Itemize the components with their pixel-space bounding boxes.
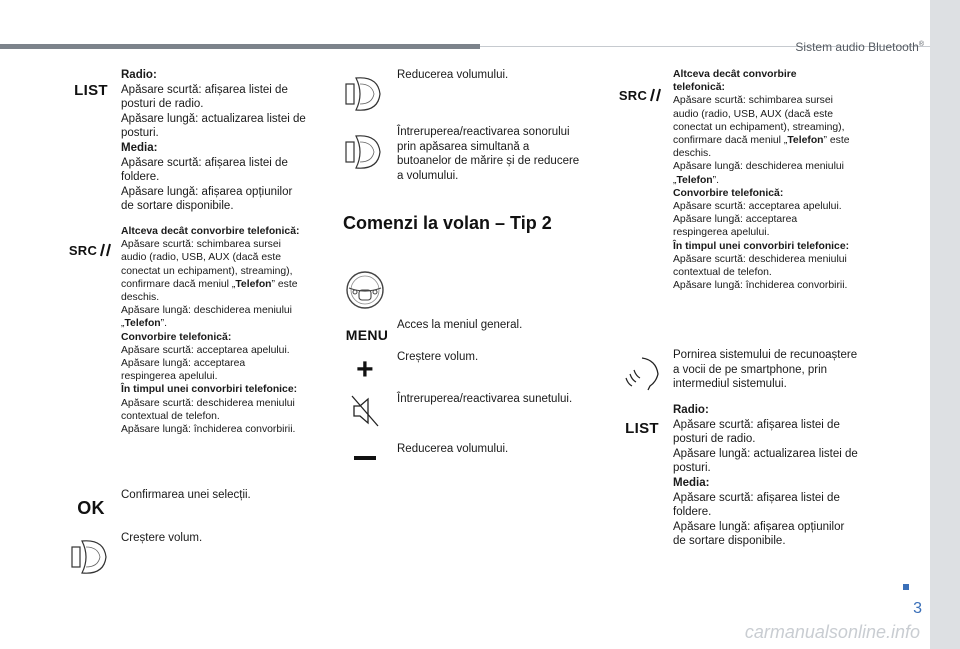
text-line: de sortare disponibile. (121, 200, 234, 213)
text-line: contextual de telefon. (673, 267, 772, 279)
text-line: posturi. (121, 127, 159, 140)
text-line: confirmare dacă meniul „Telefon” este (673, 135, 850, 147)
col1-list-description (121, 68, 326, 214)
text-line: Apăsare scurtă: afișarea listei de (673, 418, 840, 431)
text-line: Apăsare scurtă: afișarea listei de (121, 156, 288, 169)
page-marker (903, 584, 909, 590)
list-icon: LIST (74, 81, 108, 99)
col3-list-description (673, 403, 883, 549)
text-line: Întreruperea/reactivarea sonorului (397, 126, 570, 138)
text-line: Radio: (121, 69, 157, 81)
text-line: conectat un echipament), streaming), (121, 265, 293, 277)
volume-up-description: Creștere volum. (121, 532, 203, 544)
mute-simultaneous-description (397, 125, 602, 183)
text-line: foldere. (673, 506, 712, 519)
text-line: Apăsare lungă: deschiderea meniului (121, 305, 292, 317)
text-line: deschis. (121, 292, 160, 304)
text-line: confirmare dacă meniul „Telefon” este (121, 278, 298, 290)
text-line: „Telefon”. (673, 174, 720, 186)
text-line: Altceva decât convorbire telefonică: (121, 226, 300, 237)
text-line: audio (radio, USB, AUX (dacă este (121, 252, 281, 264)
src-icon: SRC (68, 239, 114, 261)
mute-description: Întreruperea/reactivarea sunetului. (397, 393, 573, 405)
text-line: Apăsare scurtă: acceptarea apelului. (121, 344, 290, 356)
text-line: Pornirea sistemului de recunoaștere (673, 349, 858, 361)
text-line: Apăsare scurtă: schimbarea sursei (673, 95, 833, 107)
text-line: Apăsare lungă: închiderea convorbirii. (673, 280, 848, 292)
text-line: conectat un echipament), streaming), (673, 121, 845, 133)
text-line: intermediul sistemului. (673, 378, 787, 391)
text-line: Apăsare scurtă: afișarea listei de (673, 491, 840, 504)
ok-icon: OK (77, 497, 105, 518)
menu-icon: MENU (345, 327, 389, 343)
text-line: Apăsare lungă: acceptarea (673, 214, 798, 226)
text-line: a vocii de pe smartphone, prin (673, 363, 828, 376)
volume-up-wheel-icon (68, 535, 114, 579)
list-icon-2: LIST (625, 419, 659, 437)
page-header-title: Sistem audio Bluetooth® (795, 40, 924, 54)
src-icon-2: SRC (618, 84, 664, 106)
text-line: Apăsare scurtă: deschiderea meniului (121, 397, 295, 409)
voice-command-icon (622, 356, 660, 392)
text-line: contextual de telefon. (121, 410, 220, 422)
minus-icon (352, 448, 378, 468)
text-line: respingerea apelului. (121, 371, 218, 383)
text-line: deschis. (673, 148, 712, 160)
text-line: posturi. (673, 462, 711, 475)
text-line: Apăsare lungă: actualizarea listei de (121, 112, 306, 125)
text-line: a volumului. (397, 169, 459, 182)
text-line: respingerea apelului. (673, 227, 770, 239)
text-line: Apăsare lungă: deschiderea meniului (673, 161, 844, 173)
text-line: Apăsare scurtă: afișarea listei de (121, 83, 288, 96)
text-line: Apăsare scurtă: acceptarea apelului. (673, 201, 842, 213)
text-line: În timpul unei convorbiri telefonice: (121, 384, 298, 396)
text-line: Media: (121, 141, 158, 154)
text-line: Apăsare lungă: actualizarea listei de (673, 447, 858, 460)
text-line: Convorbire telefonică: (121, 331, 232, 343)
steering-wheel-icon (342, 268, 388, 312)
menu-description: Acces la meniul general. (397, 319, 523, 331)
ok-description: Confirmarea unei selecții. (121, 489, 251, 501)
text-line: butoanelor de mărire și de reducere (397, 155, 580, 168)
text-line: Media: (673, 476, 710, 489)
text-line: audio (radio, USB, AUX (dacă este (673, 108, 833, 120)
text-line: În timpul unei convorbiri telefonice: (673, 240, 850, 252)
voice-command-description (673, 348, 883, 392)
text-line: Apăsare lungă: acceptarea (121, 358, 246, 370)
mute-icon (350, 394, 380, 428)
text-line: Apăsare scurtă: schimbarea sursei (121, 239, 281, 251)
text-line: Radio: (673, 404, 709, 416)
minus-description: Reducerea volumului. (397, 443, 509, 455)
text-line: prin apăsarea simultană a (397, 140, 530, 153)
volume-down-description: Reducerea volumului. (397, 69, 509, 81)
text-line: Apăsare lungă: afișarea opțiunilor (673, 520, 845, 533)
col1-src-description (121, 225, 326, 436)
text-line: „Telefon”. (121, 318, 168, 330)
section-title: Comenzi la volan – Tip 2 (343, 213, 552, 233)
mute-wheel-icon (342, 130, 388, 174)
text-line: Apăsare scurtă: deschiderea meniului (673, 253, 847, 265)
volume-down-wheel-icon (342, 72, 388, 116)
text-line: Altceva decât convorbire (673, 69, 797, 80)
page-edge-strip (930, 0, 960, 649)
header-bar (0, 44, 480, 49)
text-line: Convorbire telefonică: (673, 187, 784, 199)
text-line: Apăsare lungă: afișarea opțiunilor (121, 185, 293, 198)
text-line: foldere. (121, 171, 160, 184)
watermark: carmanualsonline.info (744, 622, 920, 642)
text-line: de sortare disponibile. (673, 535, 786, 548)
text-line: posturi de radio. (121, 98, 204, 111)
plus-icon: + (356, 353, 374, 386)
plus-description: Creștere volum. (397, 351, 479, 363)
text-line: Apăsare lungă: închiderea convorbirii. (121, 424, 296, 436)
text-line: telefonică: (673, 82, 725, 94)
text-line: posturi de radio. (673, 433, 756, 446)
col3-src-description (673, 68, 883, 292)
page-number: 3 (913, 600, 922, 617)
